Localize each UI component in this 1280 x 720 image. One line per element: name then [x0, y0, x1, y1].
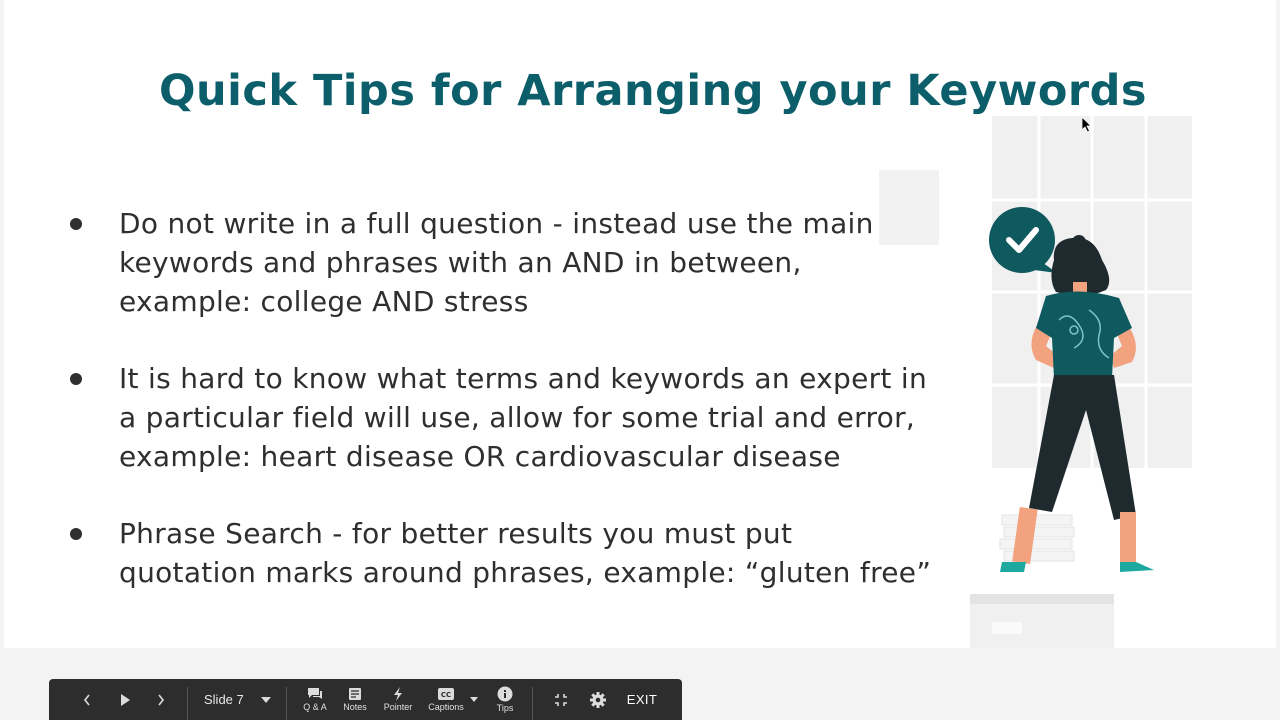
slide-select-caret[interactable]	[257, 679, 275, 720]
exit-button[interactable]	[621, 679, 663, 720]
settings-button[interactable]	[585, 679, 611, 720]
tips-label: Tips	[496, 703, 514, 713]
pointer-button[interactable]	[380, 679, 416, 720]
play-button[interactable]	[113, 679, 137, 720]
exit-label: EXIT	[626, 692, 658, 707]
tips-button[interactable]	[489, 679, 521, 720]
laser-pointer-icon	[392, 687, 404, 701]
mouse-cursor-icon	[1082, 117, 1092, 133]
bullet-line: example: heart disease OR cardiovascular disease	[119, 440, 841, 473]
woman-illustration	[874, 110, 1214, 648]
play-icon	[119, 693, 131, 707]
bullet-line: a particular field will use, allow for some trial and error,	[119, 401, 916, 434]
bullet-item	[66, 359, 946, 476]
slide-select-label: Slide 7	[204, 692, 244, 707]
toolbar-divider	[286, 687, 287, 720]
qa-label: Q & A	[303, 702, 327, 712]
chevron-left-icon	[82, 693, 92, 707]
captions-icon	[437, 687, 455, 701]
bullet-line: example: college AND stress	[119, 285, 529, 318]
svg-text:CC: CC	[440, 691, 452, 699]
bullet-line: Do not write in a full question - instead use the main	[119, 207, 874, 240]
caret-down-icon	[470, 697, 478, 702]
toolbar-divider	[532, 687, 533, 720]
next-slide-button[interactable]	[149, 679, 173, 720]
bullet-dot	[70, 218, 82, 230]
previous-slide-button[interactable]	[75, 679, 99, 720]
bullet-item	[66, 514, 946, 592]
chat-bubble-icon	[307, 687, 323, 701]
exit-fullscreen-icon	[554, 693, 568, 707]
slide-canvas	[4, 0, 1276, 648]
captions-options-caret[interactable]	[467, 679, 481, 720]
bullet-line: keywords and phrases with an AND in between,	[119, 246, 802, 279]
chevron-right-icon	[156, 693, 166, 707]
notes-button[interactable]	[338, 679, 372, 720]
presenter-toolbar	[49, 679, 682, 720]
info-icon	[497, 686, 513, 702]
bullet-dot	[70, 373, 82, 385]
notes-label: Notes	[343, 702, 367, 712]
bullet-list	[66, 204, 946, 630]
captions-label: Captions	[428, 702, 464, 712]
exit-fullscreen-button[interactable]	[549, 679, 573, 720]
qa-button[interactable]	[299, 679, 331, 720]
pointer-label: Pointer	[383, 702, 413, 712]
slide-title: Quick Tips for Arranging your Keywords	[159, 66, 1147, 116]
gear-icon	[589, 691, 607, 709]
captions-button[interactable]	[425, 679, 467, 720]
toolbar-divider	[187, 687, 188, 720]
bullet-line: quotation marks around phrases, example: “gluten free”	[119, 556, 932, 589]
bullet-line: Phrase Search - for better results you must put	[119, 517, 793, 550]
caret-down-icon	[261, 697, 271, 703]
bullet-line: It is hard to know what terms and keywords an expert in	[119, 362, 928, 395]
notes-icon	[348, 687, 362, 701]
bullet-dot	[70, 528, 82, 540]
bullet-item	[66, 204, 946, 321]
